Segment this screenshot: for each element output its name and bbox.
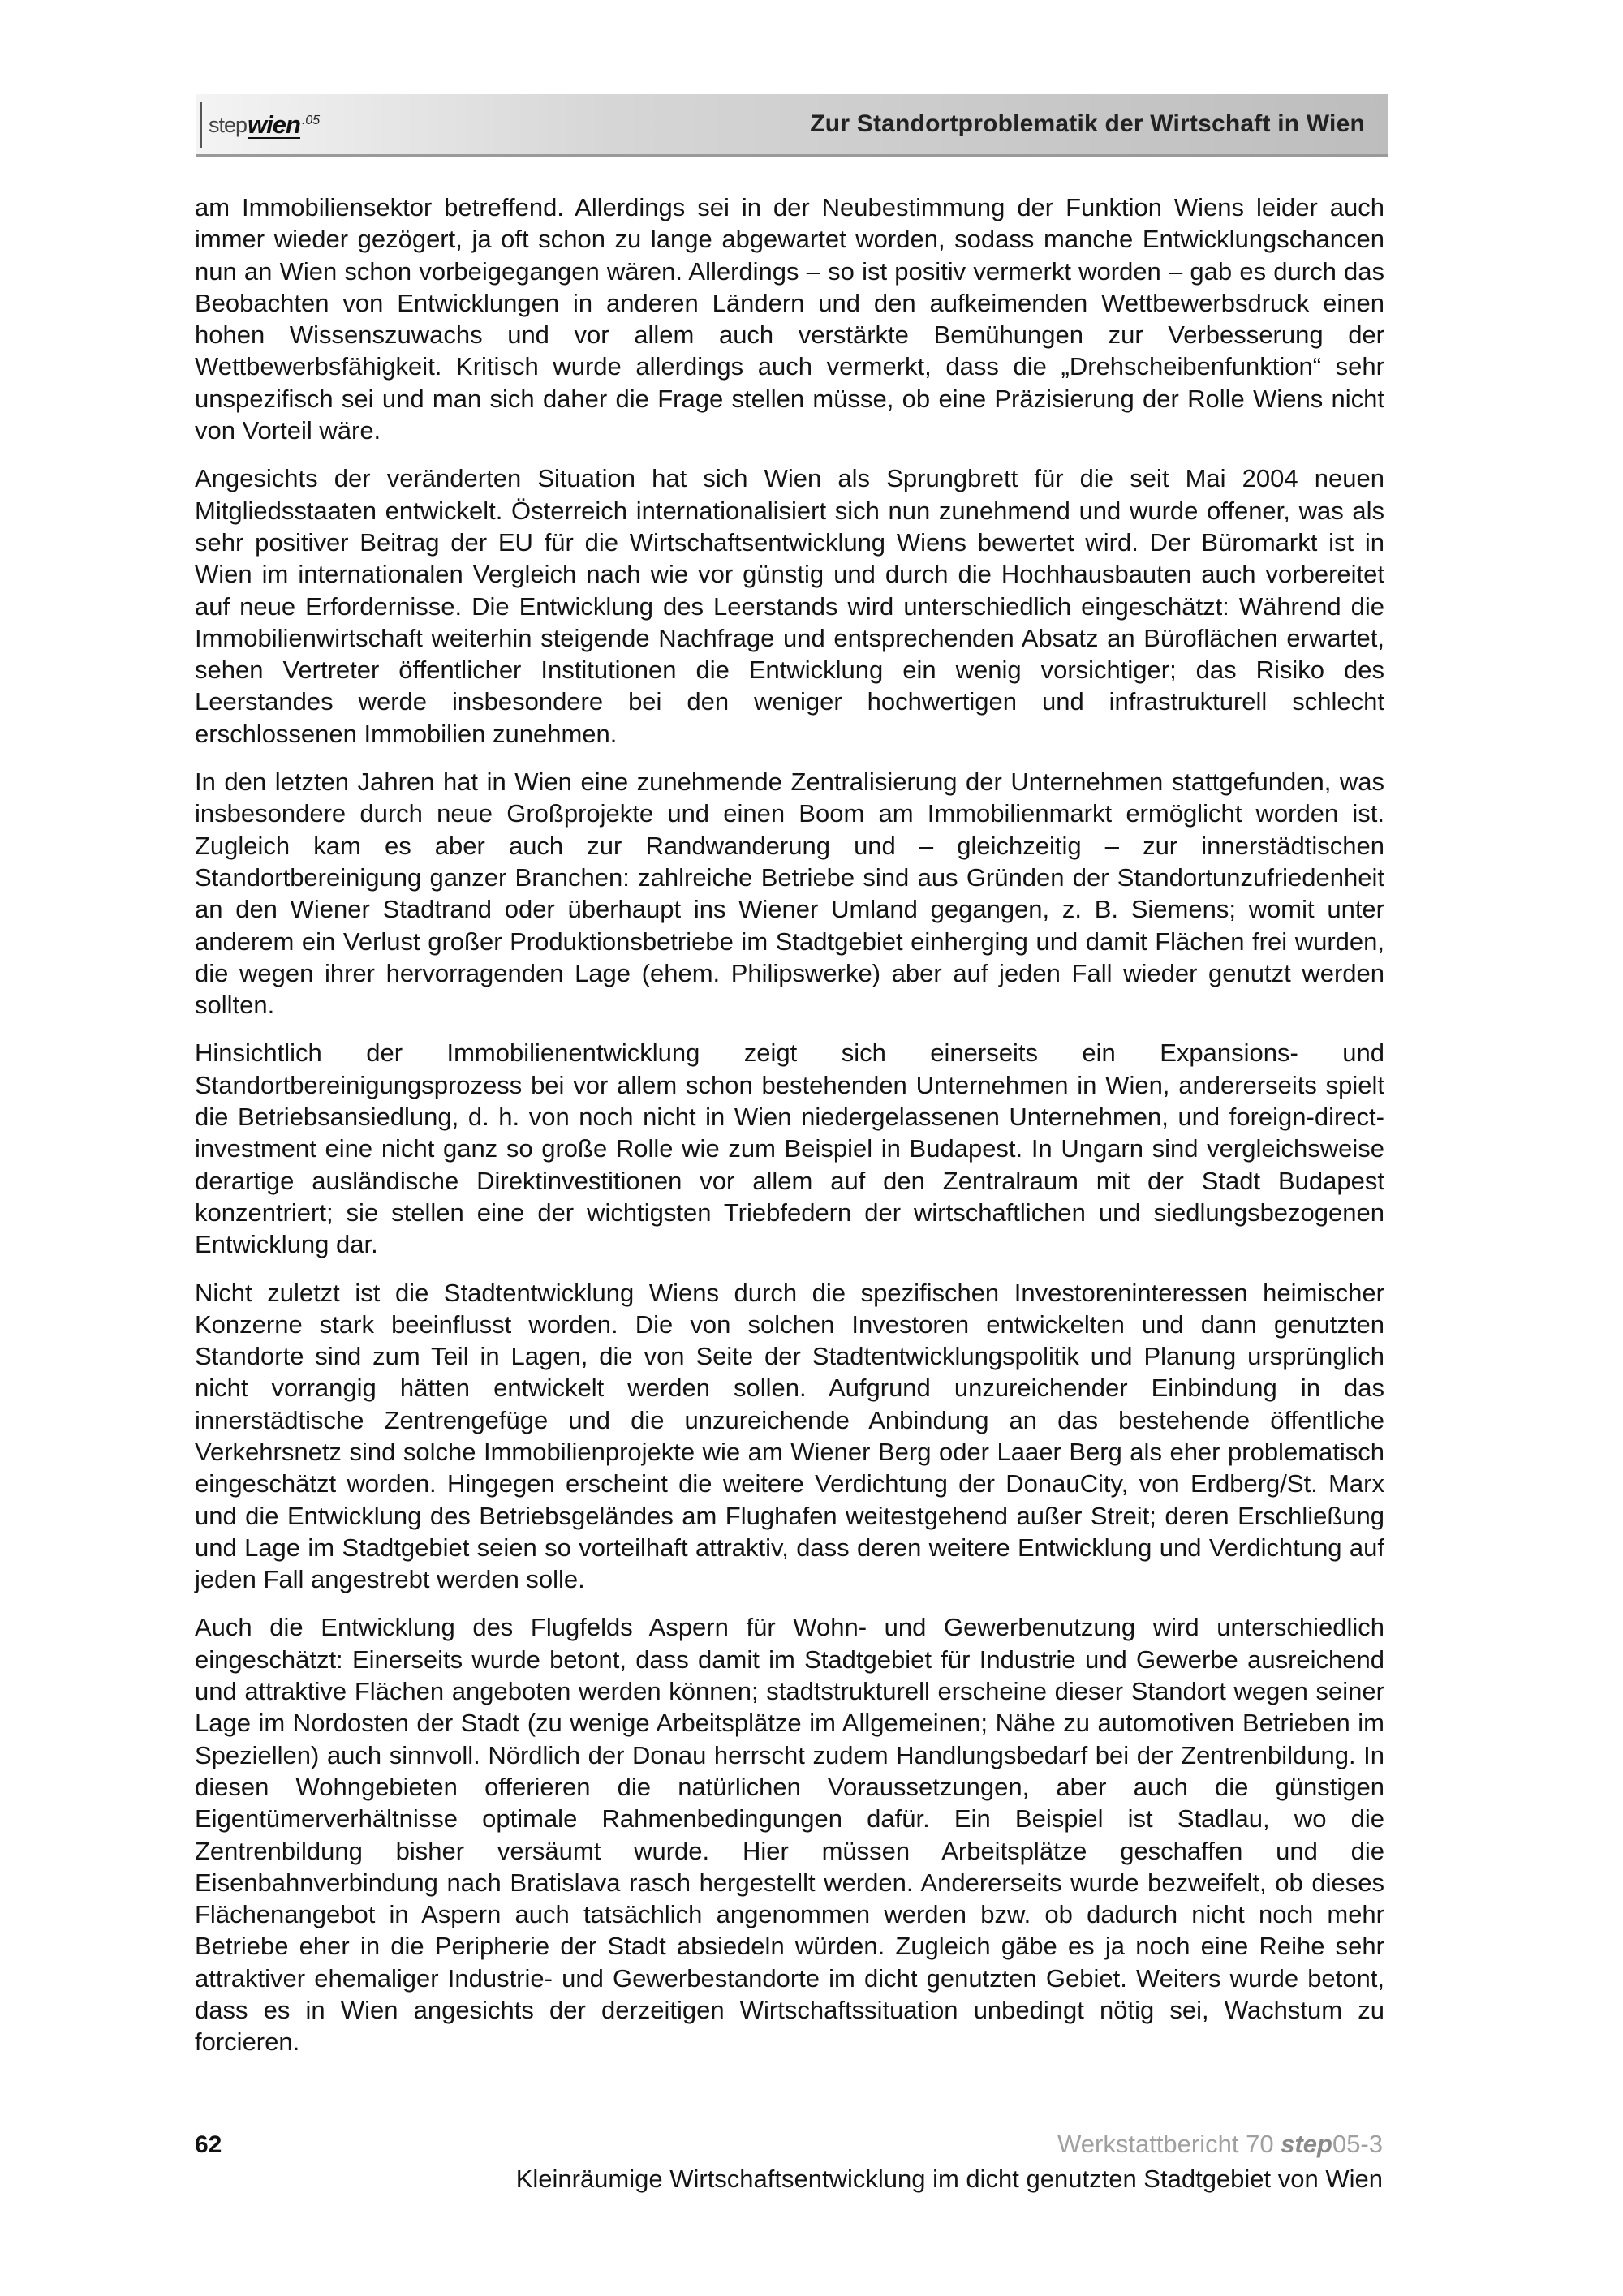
paragraph: Angesichts der veränderten Situation hat sich Wien als Sprungbrett für die seit Mai 2004 neuen Mitgliedsstaaten entwickelt. Österreich internationalisiert sich nun zunehmend und wurde offener, was als sehr positiver Beitrag der EU für die Wirtschaftsentwicklung Wiens bewertet wird. Der Büromarkt ist in Wien im internationalen Vergleich nach wie vor günstig und durch die Hochhausbauten auch vorbereitet auf neue Erfordernisse. Die Entwicklung des Leerstands wird unterschiedlich eingeschätzt: Während die Immobilienwirtschaft weiterhin steigende Nachfrage und entsprechenden Absatz an Büroflächen erwartet, sehen Vertreter öffentlicher Institutionen die Entwicklung ein wenig vorsichtiger; das Risiko des Leerstandes werde insbesondere bei den weniger hochwertigen und infrastrukturell schlecht erschlossenen Immobilien zunehmen. — [195, 464, 1384, 748]
logo-wien-text: wien — [248, 110, 300, 139]
running-header-title: Zur Standortproblematik der Wirtschaft in Wien — [810, 110, 1365, 137]
step-wien-logo — [200, 102, 320, 148]
paragraph: Nicht zuletzt ist die Stadtentwicklung Wiens durch die spezifischen Investoreninteressen heimischer Konzerne stark beeinflusst worden. Die von solchen Investoren entwickelten und dann genutzten Standorte sind zum Teil in Lagen, die von Seite der Stadtentwicklungspolitik und Planung ursprünglich nicht vorrangig hätten entwickelt werden sollen. Aufgrund unzureichender Einbindung in das innerstädtische Zentrengefüge und die unzureichende Anbindung an das bestehende öffentliche Verkehrsnetz sind solche Immobilienprojekte wie am Wiener Berg oder Laaer Berg als eher problematisch eingeschätzt worden. Hingegen erscheint die weitere Verdichtung der DonauCity, von Erdberg/St. Marx und die Entwicklung des Betriebsgeländes am Flughafen weitestgehend außer Streit; deren Erschließung und Lage im Stadtgebiet seien so vorteilhaft attraktiv, dass deren weitere Entwicklung und Verdichtung auf jeden Fall angestrebt werden solle. — [195, 1278, 1384, 1594]
paragraph: Auch die Entwicklung des Flugfelds Aspern für Wohn- und Gewerbenutzung wird unterschiedlich eingeschätzt: Einerseits wurde betont, dass damit im Stadtgebiet für Industrie und Gewerbe ausreichend und attraktive Flächen angeboten werden können; stadtstrukturell erscheine dieser Standort wegen seiner Lage im Nordosten der Stadt (zu wenige Arbeitsplätze im Allgemeinen; Nähe zu automotiven Betrieben im Speziellen) auch sinnvoll. Nördlich der Donau herrscht zudem Handlungsbedarf bei der Zentrenbildung. In diesen Wohngebieten offerieren die natürlichen Voraussetzungen, aber auch die günstigen Eigentümerverhältnisse optimale Rahmenbedingungen dafür. Ein Beispiel ist Stadlau, wo die Zentrenbildung bisher versäumt wurde. Hier müssen Arbeitsplätze geschaffen und die Eisenbahnverbindung nach Bratislava rasch hergestellt werden. Andererseits wurde bezweifelt, ob dieses Flächenangebot in Aspern auch tatsächlich angenommen werden bzw. ob dadurch nicht noch mehr Betriebe eher in die Peripherie der Stadt absiedeln würden. Zugleich gäbe es ja noch eine Reihe sehr attraktiver ehemaliger Industrie- und Gewerbestandorte im dicht genutzten Gebiet. Weiters wurde betont, dass es in Wien angesichts der derzeitigen Wirtschaftssituation unbedingt nötig sei, Wachstum zu forcieren. — [195, 1613, 1384, 2057]
logo-year-text: .05 — [301, 114, 321, 127]
paragraph: In den letzten Jahren hat in Wien eine zunehmende Zentralisierung der Unternehmen stattgefunden, was insbesondere durch neue Großprojekte und einen Boom am Immobilienmarkt ermöglicht worden ist. Zugleich kam es aber auch zur Randwanderung und – gleichzeitig – zur innerstädtischen Standortbereinigung ganzer Branchen: zahlreiche Betriebe sind aus Gründen der Standortunzufriedenheit an den Wiener Stadtrand oder überhaupt ins Wiener Umland gegangen, z. B. Siemens; womit unter anderem ein Verlust großer Produktionsbetriebe im Stadtgebiet einherging und damit Flächen frei wurden, die wegen ihrer hervorragenden Lage (ehem. Philipswerke) aber auf jeden Fall wieder genutzt werden sollten. — [195, 767, 1384, 1020]
footer-report-prefix: Werkstattbericht 70 — [1057, 2130, 1281, 2158]
paragraph: am Immobiliensektor betreffend. Allerdings sei in der Neubestimmung der Funktion Wiens leider auch immer wieder gezögert, ja oft schon zu lange abgewartet worden, sodass manche Entwicklungschancen nun an Wien schon vorbeigegangen wären. Allerdings – so ist positiv vermerkt worden – gab es durch das Beobachten von Entwicklungen in anderen Ländern und den aufkeimenden Wettbewerbsdruck einen hohen Wissenszuwachs und vor allem auch verstärkte Bemühungen zur Verbesserung der Wettbewerbsfähigkeit. Kritisch wurde allerdings auch vermerkt, dass die „Drehscheibenfunktion“ sehr unspezifisch sei und man sich daher die Frage stellen müsse, ob eine Präzisierung der Rolle Wiens nicht von Vorteil wäre. — [195, 193, 1384, 445]
footer-report-suffix: 05-3 — [1332, 2130, 1383, 2158]
footer-subtitle: Kleinräumige Wirtschaftsentwicklung im dicht genutzten Stadtgebiet von Wien — [515, 2165, 1383, 2193]
footer-report-title — [1057, 2130, 1383, 2159]
page-number: 62 — [195, 2131, 222, 2158]
paragraph: Hinsichtlich der Immobilienentwicklung zeigt sich einerseits ein Expansions- und Standortbereinigungsprozess bei vor allem schon bestehenden Unternehmen in Wien, andererseits spielt die Betriebsansiedlung, d. h. von noch nicht in Wien niedergelassenen Unternehmen, und foreign-direct-investment eine nicht ganz so große Rolle wie zum Beispiel in Budapest. In Ungarn sind vergleichsweise derartige ausländische Direktinvestitionen vor allem auf den Zentralraum mit der Stadt Budapest konzentriert; sie stellen eine der wichtigsten Triebfedern der wirtschaftlichen und siedlungsbezogenen Entwicklung dar. — [195, 1038, 1384, 1259]
footer-report-step: step — [1281, 2130, 1332, 2158]
body-text — [195, 191, 1384, 2075]
logo-step-text: step — [209, 112, 248, 137]
header-rule — [196, 154, 1388, 157]
